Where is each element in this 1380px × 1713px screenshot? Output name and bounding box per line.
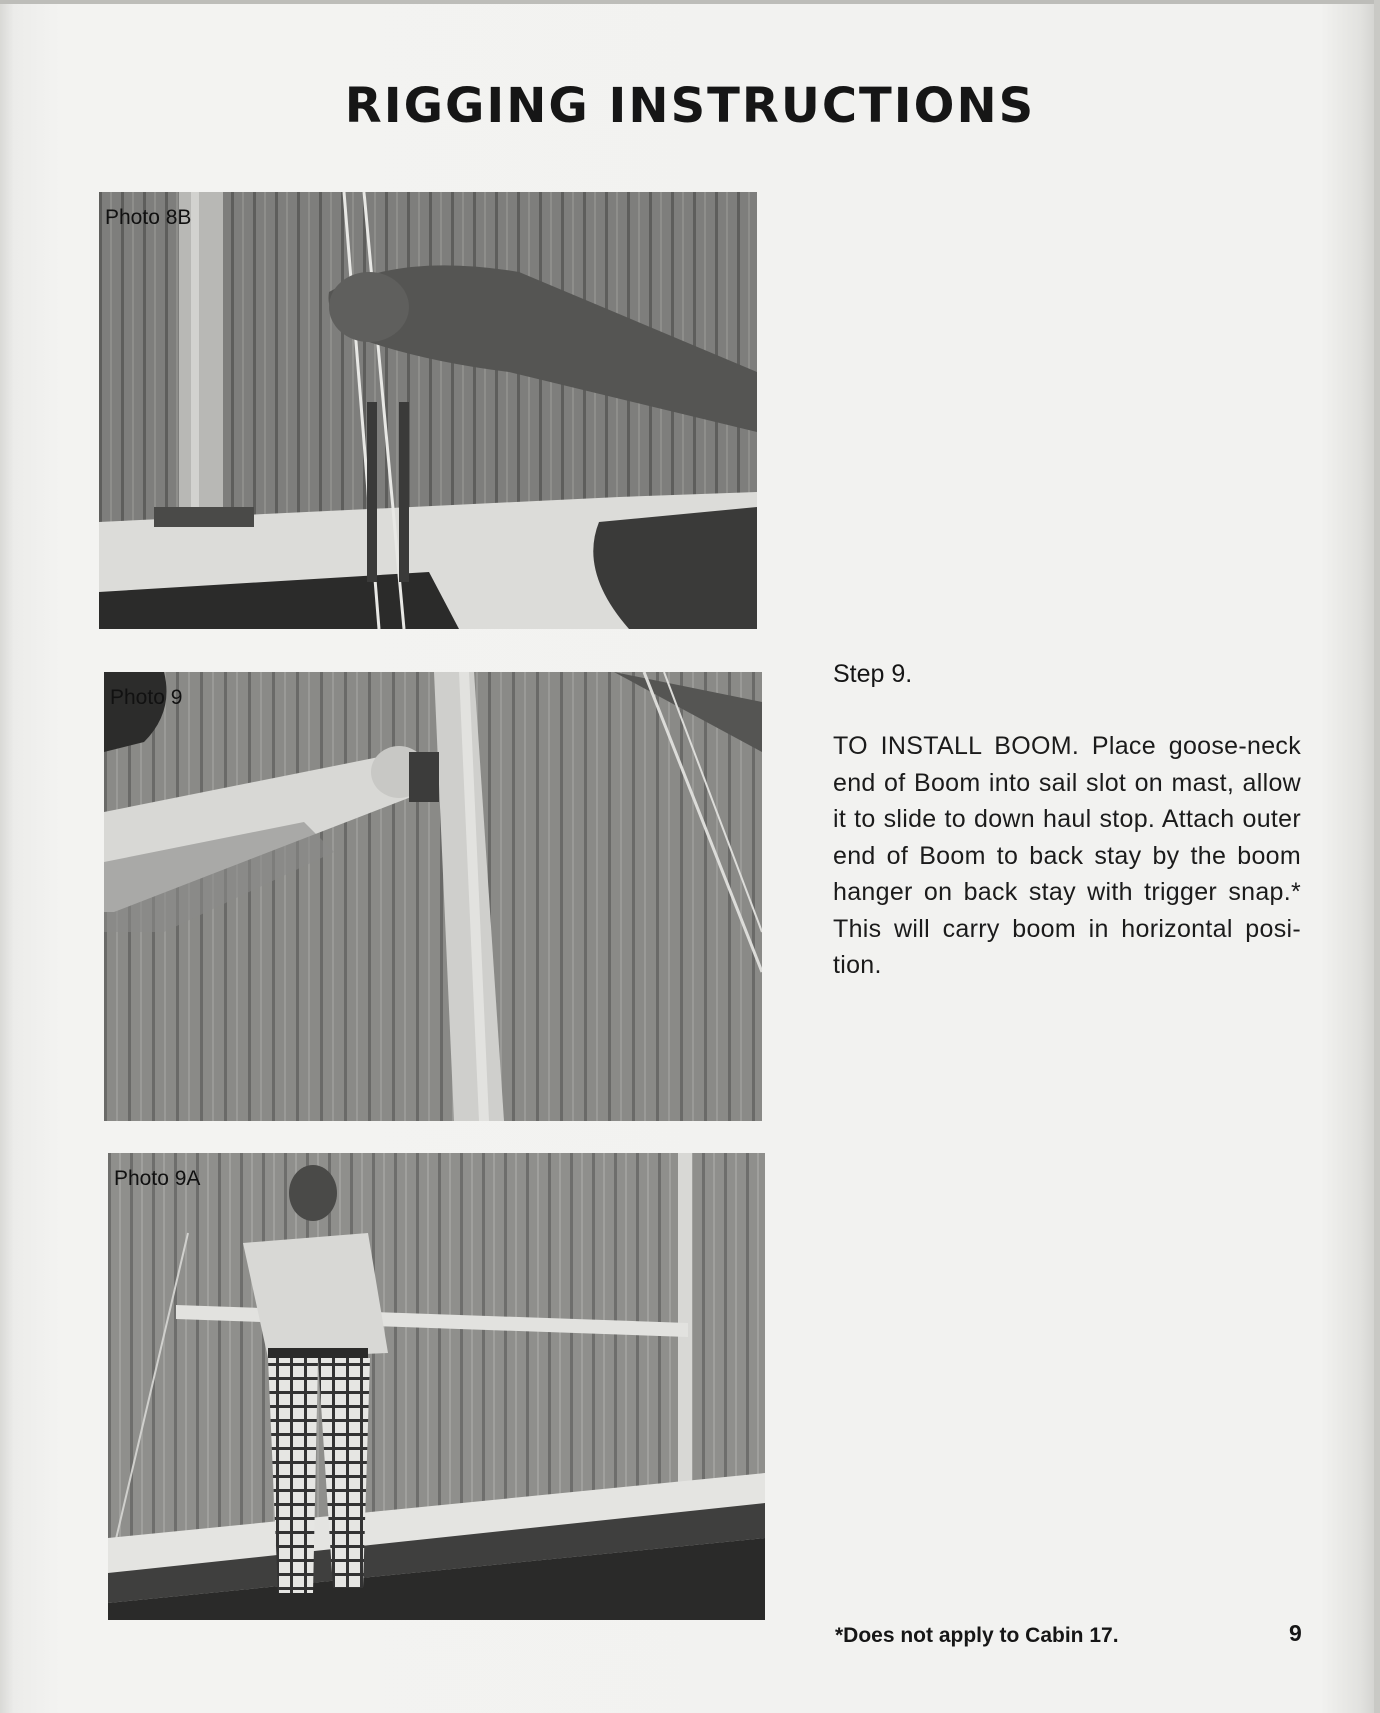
photo-9-image [104, 672, 762, 1121]
photo-label: Photo 9 [110, 686, 183, 709]
page-number: 9 [1289, 1620, 1302, 1646]
step-instructions: TO INSTALL BOOM. Place goose-neck end of Boom into sail slot on mast, allow it to slide to down haul stop. Attach outer end of Boom to back stay by the boom hanger on back stay with trigger snap.* This will carry boom in horizontal posi-tion. [833, 732, 1301, 979]
footnote: *Does not apply to Cabin 17. [835, 1624, 1119, 1647]
photo-8b [99, 192, 757, 629]
photo-9a-image [108, 1153, 765, 1620]
step-heading: Step 9. [833, 660, 913, 688]
photo-9a [108, 1153, 765, 1620]
photo-9 [104, 672, 762, 1121]
page-top-edge [0, 0, 1380, 4]
page-right-edge [1374, 0, 1380, 1713]
photo-8b-image [99, 192, 757, 629]
page-title: RIGGING INSTRUCTIONS [344, 78, 1036, 134]
photo-label: Photo 9A [114, 1167, 201, 1190]
photo-label: Photo 8B [105, 206, 192, 229]
